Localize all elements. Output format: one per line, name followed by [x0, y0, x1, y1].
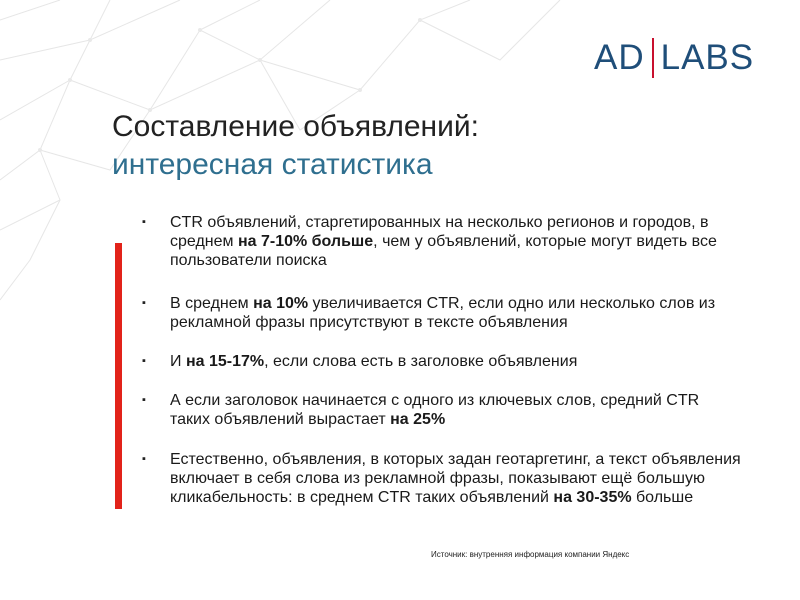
- logo-left-text: AD: [594, 38, 645, 77]
- bullet-text-segment: И: [170, 353, 186, 370]
- bullet-item-4: [142, 391, 742, 429]
- bullet-text: [170, 213, 742, 270]
- bullet-emphasis: на 7-10% больше: [237, 233, 374, 250]
- slide-subtitle: интересная статистика: [112, 148, 433, 181]
- bullet-marker: ▪: [142, 355, 146, 367]
- bullet-text: [170, 352, 577, 371]
- adlabs-logo: [594, 38, 754, 78]
- logo-separator: [652, 38, 654, 78]
- bullet-marker: ▪: [142, 216, 146, 228]
- bullet-text-segment: больше: [631, 489, 694, 506]
- bullet-item-5: [142, 450, 742, 507]
- bullet-text-segment: А если заголовок начинается с одного из ключевых слов, средний CTR таких объявлений вырастает: [170, 392, 700, 428]
- bullet-text: [170, 391, 742, 429]
- source-note: Источник: внутренняя информация компании Яндекс: [431, 550, 630, 559]
- bullet-text-segment: , чем у объявлений, которые могут видеть все пользователи поиска: [170, 233, 717, 269]
- bullet-text: [170, 294, 742, 332]
- bullet-emphasis: на 25%: [390, 411, 446, 428]
- bullet-emphasis: на 15-17%: [185, 353, 265, 370]
- bullet-item-2: [142, 294, 742, 332]
- bullet-item-3: [142, 352, 742, 371]
- bullet-emphasis: на 10%: [253, 295, 309, 312]
- bullet-item-1: [142, 213, 742, 270]
- bullet-text-segment: , если слова есть в заголовке объявления: [264, 353, 578, 370]
- bullet-marker: ▪: [142, 453, 146, 465]
- accent-red-bar: [115, 243, 122, 509]
- bullet-text-segment: Естественно, объявления, в которых задан геотаргетинг, а текст объявления включает в себя слова из рекламной фразы, показывают ещё большую кликабельность: в среднем CTR таких объявлений: [170, 451, 741, 506]
- bullet-text-segment: CTR объявлений, старгетированных на несколько регионов и городов, в среднем: [170, 214, 709, 250]
- bullet-marker: ▪: [142, 394, 146, 406]
- bullet-text: [170, 450, 742, 507]
- slide-title: Составление объявлений:: [112, 110, 479, 143]
- bullet-marker: ▪: [142, 297, 146, 309]
- bullet-text-segment: увеличивается CTR, если одно или несколько слов из рекламной фразы присутствуют в тексте объявления: [170, 295, 716, 331]
- bullet-text-segment: В среднем: [170, 295, 254, 312]
- logo-right-text: LABS: [660, 38, 755, 77]
- bullet-emphasis: на 30-35%: [553, 489, 632, 506]
